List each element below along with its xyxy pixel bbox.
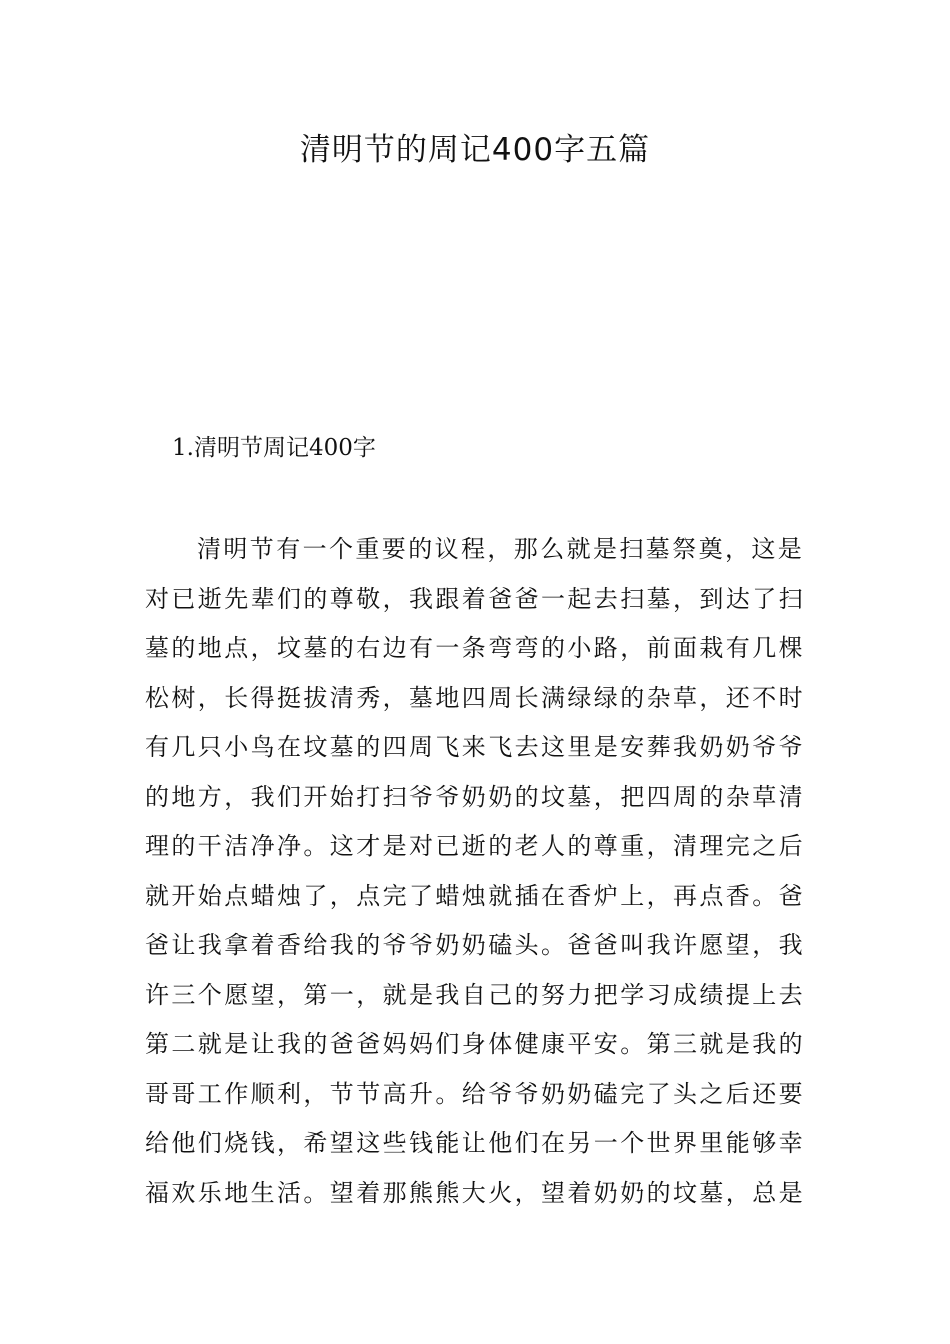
body-paragraph [145, 528, 815, 1221]
paragraph-line: 就开始点蜡烛了，点完了蜡烛就插在香炉上，再点香。爸 [145, 881, 805, 910]
paragraph-line: 爸让我拿着香给我的爷爷奶奶磕头。爸爸叫我许愿望，我 [145, 931, 805, 959]
paragraph-line: 第二就是让我的爸爸妈妈们身体健康平安。第三就是我的 [145, 1030, 805, 1058]
paragraph-line: 福欢乐地生活。望着那熊熊大火，望着奶奶的坟墓，总是 [145, 1178, 805, 1207]
document-title: 清明节的周记400字五篇 [299, 132, 651, 168]
paragraph-line: 的地方，我们开始打扫爷爷奶奶的坟墓，把四周的杂草清 [145, 782, 805, 811]
section-heading: 1.清明节周记400字 [172, 435, 376, 461]
paragraph-line: 给他们烧钱，希望这些钱能让他们在另一个世界里能够幸 [145, 1129, 805, 1157]
paragraph-line: 松树，长得挺拔清秀，墓地四周长满绿绿的杂草，还不时 [145, 683, 805, 712]
paragraph-line: 对已逝先辈们的尊敬，我跟着爸爸一起去扫墓，到达了扫 [145, 584, 805, 613]
paragraph-line: 清明节有一个重要的议程，那么就是扫墓祭奠，这是 [197, 535, 805, 563]
paragraph-line: 哥哥工作顺利，节节高升。给爷爷奶奶磕完了头之后还要 [145, 1079, 805, 1108]
paragraph-line: 理的干洁净净。这才是对已逝的老人的尊重，清理完之后 [145, 832, 805, 860]
paragraph-line: 墓的地点，坟墓的右边有一条弯弯的小路，前面栽有几棵 [145, 634, 805, 662]
paragraph-line: 许三个愿望，第一，就是我自己的努力把学习成绩提上去 [145, 980, 805, 1009]
paragraph-line: 有几只小鸟在坟墓的四周飞来飞去这里是安葬我奶奶爷爷 [145, 733, 805, 761]
